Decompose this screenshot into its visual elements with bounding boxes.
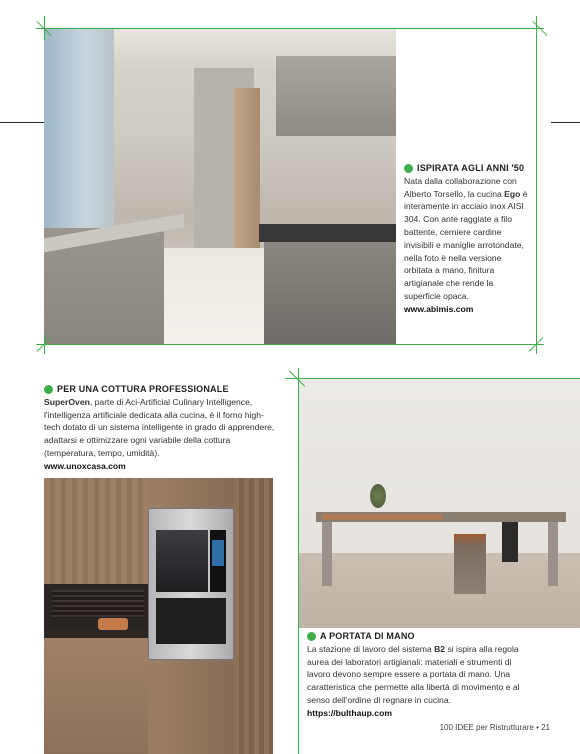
crop-mark (36, 344, 544, 345)
caption-oven (44, 383, 276, 473)
photo-kitchen-ego (44, 28, 396, 344)
crop-mark (298, 368, 299, 754)
caption-b2 (307, 630, 529, 720)
link-abimis[interactable]: www.abimis.com (404, 303, 474, 314)
green-dot-icon (404, 164, 413, 173)
crop-mark (285, 378, 580, 379)
section-rule-left (0, 122, 44, 123)
body-oven: SuperOven, parte di Aci-Artificial Culinary Intelligence, l'intelligenza artificiale dedicata alla cucina, è il forno high-tech dotato di un sistema intelligente in grado di apprendere, adattarsi e ottimizzare ogni variabile della cottura (temperatura, tempo, umidità). (44, 396, 275, 458)
link-bulthaup[interactable]: https://bulthaup.com (307, 707, 392, 718)
photo-b2-station (298, 378, 580, 628)
body-ego: Nata dalla collaborazione con Alberto Torsello, la cucina Ego è interamente in acciaio inox AISI 304. Con ante raggiate a filo battente, cerniere cardine invisibili e maniglie arrotondate, nella foto è nella versione orbitata a mano, finitura artigianale che rende la superficie opaca. (404, 175, 528, 301)
heading-b2: A PORTATA DI MANO (307, 630, 529, 643)
body-b2: La stazione di lavoro del sistema B2 si ispira alla regola aurea dei laboratori artigianali: materiali e strumenti di lavoro devono sempre essere a portata di mano. Una caratteristica che permette alla libertà di movimento e al senso dell'ordine di regnare in cucina. (307, 643, 520, 705)
heading-ego: ISPIRATA AGLI ANNI '50 (404, 162, 532, 175)
crop-mark (36, 28, 544, 29)
section-rule-right (551, 122, 580, 123)
green-dot-icon (44, 385, 53, 394)
crop-mark (536, 16, 537, 354)
caption-ego (404, 162, 532, 316)
green-dot-icon (307, 632, 316, 641)
page-footer: 100 IDEE per Ristrutturare • 21 (439, 723, 550, 732)
photo-superoven (44, 478, 273, 754)
link-unoxcasa[interactable]: www.unoxcasa.com (44, 460, 126, 471)
heading-oven: PER UNA COTTURA PROFESSIONALE (44, 383, 276, 396)
